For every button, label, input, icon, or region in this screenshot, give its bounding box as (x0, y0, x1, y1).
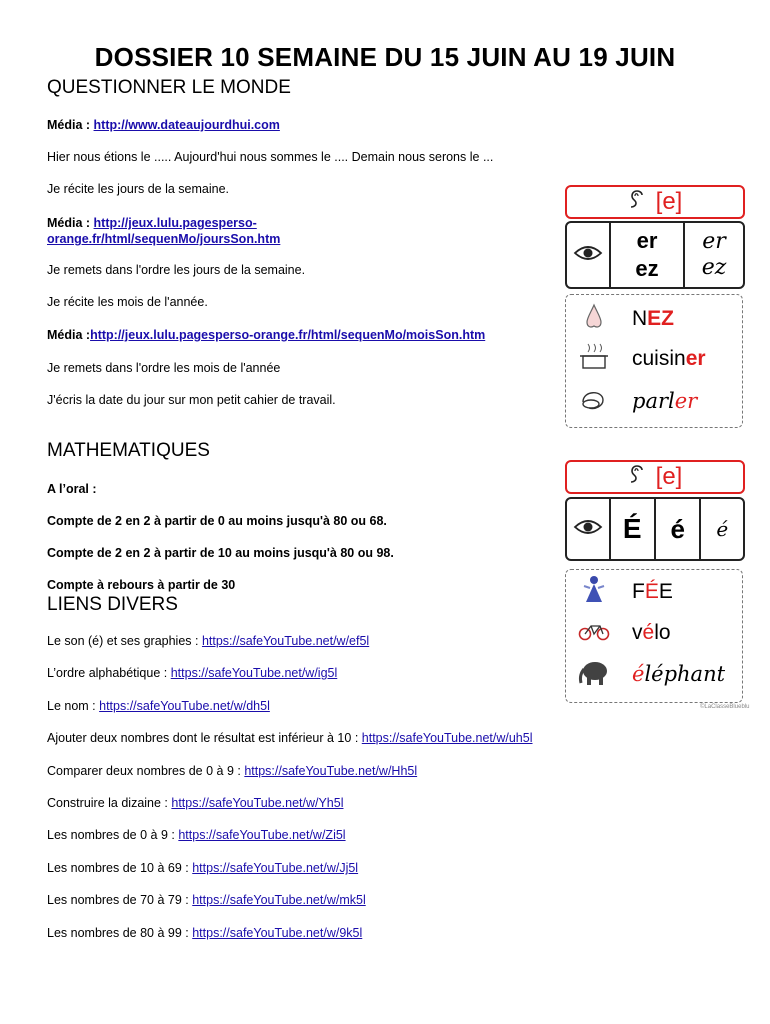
word-highlight: er (674, 389, 698, 413)
list-item (47, 926, 362, 940)
word-highlight: EZ (647, 307, 675, 330)
media-line-2 (47, 215, 280, 247)
example-row (574, 383, 697, 419)
link-label: Les nombres de 10 à 69 : (47, 861, 193, 875)
video-link[interactable]: https://safeYouTube.net/w/ef5l (201, 634, 370, 648)
link-label: Ajouter deux nombres dont le résultat est inférieur à 10 : (47, 731, 362, 745)
word-part: léphant (644, 662, 726, 686)
bicycle-icon (574, 621, 614, 646)
example-row (574, 656, 725, 692)
media-link-2b[interactable]: orange.fr/html/sequenMo/joursSon.htm (47, 232, 281, 246)
media-link-3[interactable]: http://jeux.lulu.pagesperso-orange.fr/html/sequenMo/moisSon.htm (90, 328, 486, 342)
link-label: Les nombres de 0 à 9 : (47, 828, 179, 842)
word-highlight: é (642, 621, 655, 644)
talking-mouth-icon (574, 384, 614, 419)
video-link[interactable]: https://safeYouTube.net/w/dh5l (99, 699, 270, 713)
word-part: lo (654, 621, 671, 644)
text-compte-2: Compte de 2 en 2 à partir de 10 au moins jusqu'à 80 ou 98. (47, 546, 394, 560)
example-word (632, 580, 673, 604)
text-oral: A l’oral : (47, 482, 97, 496)
grapheme-ez: ez (635, 256, 659, 281)
eye-icon (573, 244, 603, 267)
text-compte-1: Compte de 2 en 2 à partir de 0 au moins jusqu'à 80 ou 68. (47, 514, 387, 528)
link-label: Les nombres de 80 à 99 : (47, 926, 193, 940)
phoneme-label: [e] (655, 463, 683, 490)
video-link[interactable]: https://safeYouTube.net/w/mk5l (192, 893, 366, 907)
grapheme-upper: É (611, 499, 656, 559)
media-link-1[interactable]: http://www.dateaujourdhui.com (93, 118, 280, 132)
eye-icon (573, 518, 603, 541)
fairy-icon (574, 574, 614, 611)
phoneme-header-e (565, 460, 745, 494)
link-label: Les nombres de 70 à 79 : (47, 893, 193, 907)
example-word (632, 389, 697, 413)
example-row (574, 574, 673, 610)
example-words-er (565, 294, 743, 428)
link-label: Le nom : (47, 699, 100, 713)
nose-icon (574, 302, 614, 337)
text-remets-jours: Je remets dans l'ordre les jours de la semaine. (47, 263, 306, 277)
text-date: J'écris la date du jour sur mon petit cahier de travail. (47, 393, 336, 407)
word-part: parl (632, 389, 675, 413)
grapheme-er: er (636, 228, 658, 253)
example-word (632, 662, 725, 686)
grapheme-lower: é (656, 499, 701, 559)
list-item (47, 893, 366, 907)
text-compte-3: Compte à rebours à partir de 30 (47, 578, 236, 592)
card-credit: ©LaClasseBlueblu (700, 704, 750, 710)
list-item (47, 796, 343, 810)
section-maths-heading: MATHEMATIQUES (47, 440, 210, 461)
cursive-ez: ez (701, 255, 727, 280)
cooking-pot-icon (574, 342, 614, 377)
word-part: F (632, 580, 645, 603)
word-highlight: er (685, 347, 706, 370)
media-line-1 (47, 118, 280, 132)
ear-icon (628, 188, 646, 216)
example-row (574, 615, 671, 651)
list-item (47, 634, 369, 648)
graphemes-er (565, 221, 745, 289)
section-liens-heading: LIENS DIVERS (47, 594, 178, 615)
example-word (632, 621, 671, 645)
video-link[interactable]: https://safeYouTube.net/w/Zi5l (178, 828, 346, 842)
list-item (47, 731, 533, 745)
word-part: N (632, 307, 648, 330)
list-item (47, 828, 346, 842)
text-remets-mois: Je remets dans l'ordre les mois de l'année (47, 361, 281, 375)
link-label: Comparer deux nombres de 0 à 9 : (47, 764, 245, 778)
text-jours: Je récite les jours de la semaine. (47, 182, 230, 196)
section-monde-heading: QUESTIONNER LE MONDE (47, 77, 291, 98)
ear-icon (628, 463, 646, 491)
video-link[interactable]: https://safeYouTube.net/w/Jj5l (192, 861, 359, 875)
list-item (47, 666, 337, 680)
elephant-icon (574, 657, 614, 692)
print-graphemes (611, 223, 685, 287)
media-link-2a[interactable]: http://jeux.lulu.pagesperso- (93, 216, 257, 230)
video-link[interactable]: https://safeYouTube.net/w/ig5l (170, 666, 338, 680)
word-part: cuisin (632, 347, 686, 370)
page-title: DOSSIER 10 SEMAINE DU 15 JUIN AU 19 JUIN (94, 42, 676, 72)
media-label: Média : (47, 118, 94, 132)
word-highlight: É (644, 580, 659, 603)
text-hier: Hier nous étions le ..... Aujourd'hui nous sommes le .... Demain nous serons le ... (47, 150, 494, 164)
media-label: Média : (47, 216, 94, 230)
video-link[interactable]: https://safeYouTube.net/w/9k5l (192, 926, 363, 940)
example-words-e (565, 569, 743, 703)
link-label: L’ordre alphabétique : (47, 666, 171, 680)
example-word (632, 347, 706, 371)
list-item (47, 699, 270, 713)
eye-cell (567, 223, 611, 287)
list-item (47, 861, 358, 875)
video-link[interactable]: https://safeYouTube.net/w/uh5l (361, 731, 533, 745)
example-row (574, 341, 706, 377)
word-part: v (632, 621, 643, 644)
graphemes-e (565, 497, 745, 561)
example-row (574, 301, 674, 337)
phoneme-header-er (565, 185, 745, 219)
example-word (632, 307, 674, 331)
grapheme-cursive: é (716, 517, 729, 541)
text-mois: Je récite les mois de l'année. (47, 295, 208, 309)
media-label: Média : (47, 328, 91, 342)
eye-cell (567, 499, 611, 559)
video-link[interactable]: https://safeYouTube.net/w/Yh5l (171, 796, 344, 810)
word-highlight: é (632, 662, 645, 686)
video-link[interactable]: https://safeYouTube.net/w/Hh5l (244, 764, 418, 778)
phoneme-label: [e] (655, 188, 683, 215)
cursive-er: er (702, 229, 726, 254)
word-part: E (658, 580, 673, 603)
link-label: Le son (é) et ses graphies : (47, 634, 202, 648)
link-label: Construire la dizaine : (47, 796, 172, 810)
list-item (47, 764, 417, 778)
media-line-3 (47, 328, 485, 342)
cursive-graphemes (685, 223, 743, 287)
